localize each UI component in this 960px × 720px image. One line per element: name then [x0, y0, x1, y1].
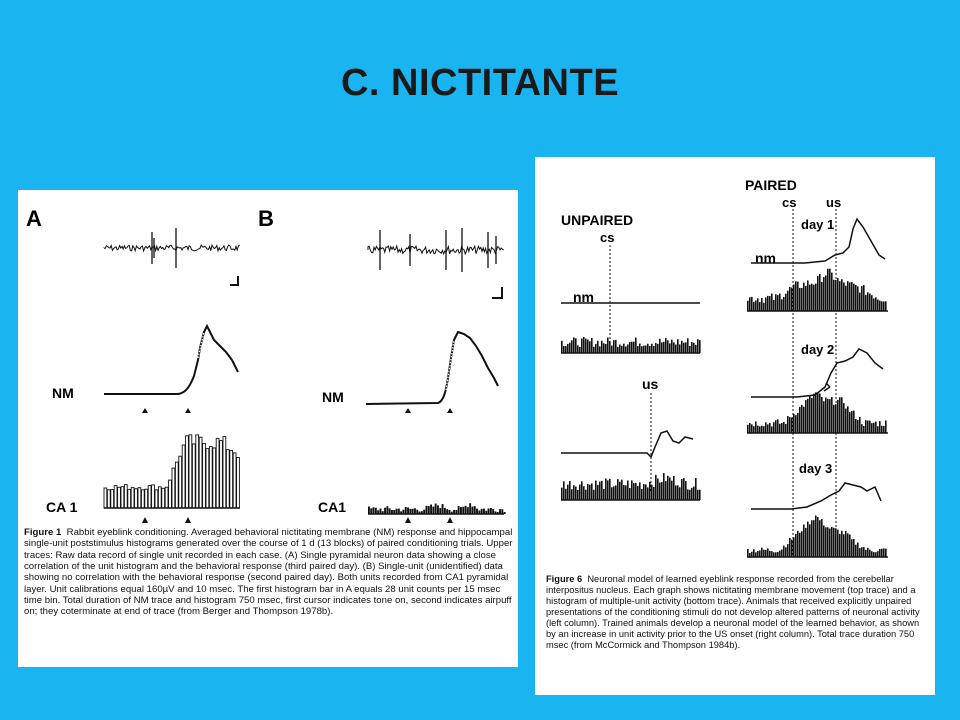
day3-label: day 3: [799, 461, 833, 476]
day1-label: day 1: [801, 217, 835, 232]
unpaired-us-label: us: [642, 376, 659, 392]
day3-histogram: [747, 516, 888, 558]
slide-title: C. NICTITANTE: [340, 62, 620, 104]
panel-b-histogram-tone-cursor: [405, 517, 411, 523]
unpaired-column-label: UNPAIRED: [561, 212, 634, 228]
paired-column-label: PAIRED: [745, 177, 797, 193]
paired-us-label: us: [826, 195, 842, 210]
figure-1-caption-text: Rabbit eyeblink conditioning. Averaged behavioral nictitating membrane (NM) response and hippocampal single-unit poststimulus histograms generated over the course of 1 d (13 blocks) of paired conditioning trials. Upper traces: Raw data record of single unit recorded in each case. (A) Single pyramidal neuron data showing a close correlation of the unit histogram and the behavioral response (third paired day). (B) Single-unit (unidentified) data showing no correlation with the behavioral response (second paired day). Both units recorded from CA1 pyramidal layer. Unit calibrations equal 160µV and 10 msec. The first histogram bar in A equals 28 unit counts per 15 msec time bin. Total duration of NM trace and histogram 750 msec, first cursor indicates tone on, second indicates airpuff on; they coterminate at end of trace (from Berger and Thompson 1978b).: [24, 527, 513, 618]
unpaired-nm-label: nm: [573, 289, 594, 305]
panel-b-ca1-histogram: [368, 503, 506, 514]
paired-cs-label: cs: [782, 195, 797, 210]
panel-a-calibration-mark: [230, 276, 238, 285]
day2-label: day 2: [801, 342, 835, 357]
figure-6-graphics: [535, 157, 935, 577]
panel-a-nm-airpuff-cursor: [185, 408, 191, 413]
day1-histogram: [747, 269, 888, 311]
panel-a-raw-unit-trace: [104, 228, 240, 268]
unpaired-histogram-top: [561, 337, 701, 353]
unpaired-nm-trace-lower: [561, 431, 693, 457]
figure-1-caption-label: Figure 1: [24, 527, 62, 538]
figure-6-caption: [546, 574, 926, 651]
figure-1-panel: [18, 190, 518, 667]
figure-1-graphics: [18, 190, 518, 530]
panel-b-histogram-airpuff-cursor: [447, 517, 453, 523]
panel-a-histogram-tone-cursor: [142, 517, 148, 523]
figure-1-caption: [24, 527, 514, 618]
panel-b-nm-label: NM: [322, 389, 344, 405]
panel-b-ca1-label: CA1: [318, 499, 347, 515]
panel-a-ca1-histogram: [104, 435, 240, 508]
panel-a-nm-trace: [104, 326, 238, 394]
figure-6-panel: [535, 157, 935, 695]
panel-a-nm-tone-cursor: [142, 408, 148, 413]
figure-6-caption-text: Neuronal model of learned eyeblink response recorded from the cerebellar interpositus nucleus. Each graph shows nictitating membrane movement (top trace) and a histogram of multiple-unit activity (bottom trace). Animals that received explicitly unpaired presentations of the conditioning stimuli do not develop altered patterns of neuronal activity (left column). Trained animals develop a neuronal model of the learned behavior, as shown by an increase in unit activity prior to the US onset (right column). Total trace duration 750 msec (from McCormick and Thompson 1984b).: [546, 574, 920, 650]
panel-b-nm-airpuff-cursor: [447, 408, 453, 413]
panel-b-raw-unit-trace: [368, 228, 504, 272]
panel-b-label: B: [258, 206, 274, 231]
unpaired-histogram-bottom: [561, 473, 701, 500]
panel-b-nm-tone-cursor: [405, 408, 411, 413]
day3-nm-trace: [751, 483, 881, 509]
panel-a-nm-label: NM: [52, 385, 74, 401]
figure-6-caption-label: Figure 6: [546, 574, 583, 584]
panel-a-label: A: [26, 206, 42, 231]
panel-b-nm-trace: [366, 332, 498, 404]
unpaired-cs-label: cs: [600, 230, 615, 245]
paired-nm-label: nm: [755, 250, 776, 266]
panel-a-histogram-airpuff-cursor: [185, 517, 191, 523]
panel-b-calibration-mark: [492, 287, 502, 298]
panel-a-ca1-label: CA 1: [46, 499, 78, 515]
day2-histogram: [747, 392, 888, 433]
